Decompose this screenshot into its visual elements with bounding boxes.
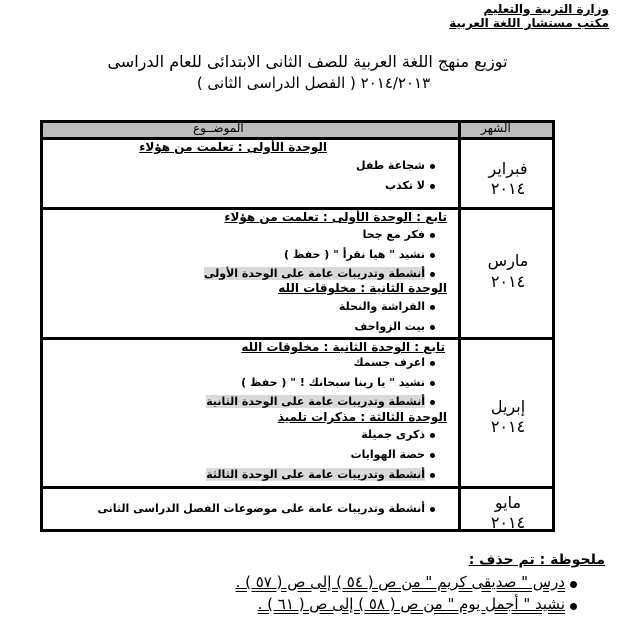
topics-cell <box>43 210 455 336</box>
month-year: ٢٠١٤ <box>490 179 526 198</box>
list-item: ذكرى جميلة <box>361 428 425 441</box>
office-name: مكتب مستشار اللغة العربية <box>449 16 609 30</box>
month-name: مايو <box>494 493 522 512</box>
col-topic: الموضــوع <box>193 121 244 135</box>
list-item: حصة الهوايات <box>350 448 425 461</box>
note-item: نشيد " أجمل يوم " من ص ( ٥٨ ) إلى ص ( ٦١ ) . <box>257 595 565 613</box>
topics-cell <box>43 340 455 485</box>
month-name: إبريل <box>490 397 526 416</box>
list-item: بيت الزواحف <box>354 320 425 333</box>
list-item: أنشطة وتدريبات عامة على الوحدة الثانية <box>206 395 425 408</box>
month-name: مارس <box>487 251 529 270</box>
month-year: ٢٠١٤ <box>490 417 526 436</box>
list-item: أنشطة وتدريبات عامة على الوحدة الأولى <box>204 267 425 280</box>
unit-title: الوحدة الثالثة : مذكرات تلميذ <box>277 410 447 424</box>
list-item: لا تكذب <box>385 179 425 192</box>
list-item: اعرف جسمك <box>353 356 425 369</box>
list-item: نشيد " يا ربنا سبحانك ! " ( حفظ ) <box>241 376 425 389</box>
month-year: ٢٠١٤ <box>490 513 526 532</box>
page-subtitle: ٢٠١٤/٢٠١٣ ( الفصل الدراسى الثانى ) <box>196 74 431 92</box>
ministry-name: وزارة التربية والتعليم <box>483 2 609 16</box>
list-item: الفراشة والنحلة <box>338 300 425 313</box>
unit-title: تابع : الوحدة الثانية : مخلوقات الله <box>241 340 445 354</box>
list-item: أنشطة وتدريبات عامة على الوحدة الثالثة <box>206 468 425 481</box>
list-item: فكر مع جحا <box>362 228 425 241</box>
unit-title: الوحدة الثانية : مخلوقات الله <box>278 281 447 295</box>
page-title: توزيع منهج اللغة العربية للصف الثانى الابتدائى للعام الدراسى <box>107 52 508 71</box>
topics-cell <box>43 140 455 206</box>
note-heading: ملحوظة : تم حذف : <box>468 552 605 568</box>
list-item: أنشطة وتدريبات عامة على موضوعات الفصل الدراسى الثانى <box>97 502 425 515</box>
curriculum-table <box>40 120 555 532</box>
unit-title: تابع : الوحدة الأولى : تعلمت من هؤلاء <box>224 210 447 224</box>
topics-cell <box>43 489 455 531</box>
list-item: شجاعة طفل <box>356 159 425 172</box>
note-item: درس " صديقى كريم " من ص ( ٥٤ ) إلى ص ( ٥٧ ) . <box>235 573 565 591</box>
col-month: الشهر <box>481 121 511 135</box>
list-item: نشيد " هيا نقرأ " ( حفظ ) <box>283 248 425 261</box>
month-name: فبراير <box>488 159 528 178</box>
table-header <box>43 123 552 137</box>
unit-title: الوحدة الأولى : تعلمت من هؤلاء <box>139 140 327 154</box>
month-year: ٢٠١٤ <box>490 272 526 291</box>
